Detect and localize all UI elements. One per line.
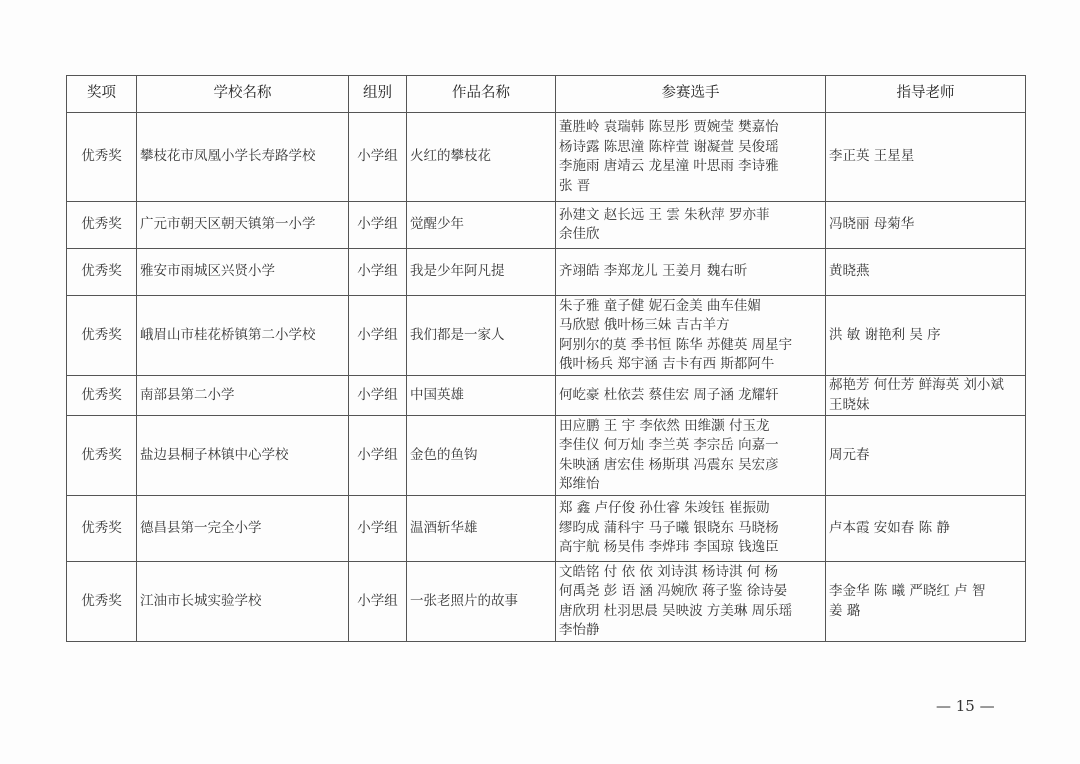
teachers-cell: [826, 113, 1026, 202]
table-row: [67, 416, 1026, 496]
participants-cell: [556, 496, 826, 562]
teacher-line: 李金华 陈 曦 严晓红 卢 智: [829, 583, 986, 599]
header-participants: 参赛选手: [556, 76, 826, 113]
participant-line: 齐翊皓 李郑龙儿 王姜月 魏右昕: [559, 263, 748, 280]
participant-line: 朱映涵 唐宏佳 杨斯琪 冯震东 吴宏彦: [559, 456, 779, 473]
teacher-line: 洪 敏 谢艳利 吴 序: [829, 326, 941, 343]
awards-table: [66, 75, 1026, 642]
participant-line: 董胜岭 袁瑞韩 陈昱彤 贾婉莹 樊嘉怡: [559, 119, 779, 135]
participant-line: 田应鹏 王 宇 李依然 田维灏 付玉龙: [559, 417, 770, 434]
header-row: [67, 76, 1026, 113]
school-cell: 盐边县桐子林镇中心学校: [137, 416, 349, 496]
header-group: 组别: [349, 76, 407, 113]
page-number: — 15 —: [936, 697, 995, 715]
school-cell: 峨眉山市桂花桥镇第二小学校: [137, 296, 349, 376]
participants-cell: [556, 296, 826, 376]
work-cell: 我们都是一家人: [407, 296, 556, 376]
teacher-line: 卢本霞 安如春 陈 静: [829, 519, 950, 536]
school-cell: 南部县第二小学: [137, 376, 349, 416]
teachers-cell: [826, 562, 1026, 642]
participant-line: 余佳欣: [559, 226, 600, 242]
participants-cell: [556, 376, 826, 416]
teacher-line: 李正英 王星星: [829, 148, 915, 165]
participants-cell: [556, 202, 826, 249]
participants-cell: [556, 562, 826, 642]
group-cell: 小学组: [349, 416, 407, 496]
award-cell: 优秀奖: [67, 496, 137, 562]
teacher-line: 姜 璐: [829, 602, 861, 619]
award-cell: 优秀奖: [67, 376, 137, 416]
table-row: [67, 496, 1026, 562]
teacher-line: 周元春: [829, 446, 870, 463]
participant-line: 马欣慰 俄叶杨三妹 吉古羊方: [559, 317, 730, 333]
teachers-cell: [826, 249, 1026, 296]
participant-line: 郑维怡: [559, 476, 600, 492]
work-cell: 火红的攀枝花: [407, 113, 556, 202]
group-cell: 小学组: [349, 562, 407, 642]
work-cell: 我是少年阿凡提: [407, 249, 556, 296]
table-row: [67, 113, 1026, 202]
group-cell: 小学组: [349, 202, 407, 249]
participant-line: 朱子雅 童子健 妮石金美 曲车佳媚: [559, 297, 761, 314]
work-cell: 金色的鱼钩: [407, 416, 556, 496]
teachers-cell: [826, 416, 1026, 496]
participant-line: 何禹尧 彭 语 涵 冯婉欣 蒋子鉴 徐诗晏: [559, 583, 788, 599]
work-cell: 觉醒少年: [407, 202, 556, 249]
group-cell: 小学组: [349, 113, 407, 202]
teacher-line: 郝艳芳 何仕芳 鲜海英 刘小斌: [829, 377, 1004, 393]
participant-line: 阿别尔的莫 季书恒 陈华 苏健英 周星宇: [559, 336, 793, 353]
teachers-cell: [826, 376, 1026, 416]
award-cell: 优秀奖: [67, 202, 137, 249]
award-cell: 优秀奖: [67, 249, 137, 296]
award-cell: 优秀奖: [67, 296, 137, 376]
header-award: 奖项: [67, 76, 137, 113]
participant-line: 俄叶杨兵 郑宇涵 吉卡有西 斯都阿牛: [559, 356, 775, 372]
participants-cell: [556, 416, 826, 496]
group-cell: 小学组: [349, 249, 407, 296]
header-school: 学校名称: [137, 76, 349, 113]
participant-line: 杨诗露 陈思潼 陈梓萱 谢凝萱 吴俊瑶: [559, 138, 779, 155]
participant-line: 孙建文 赵长远 王 雲 朱秋萍 罗亦菲: [559, 206, 770, 223]
participant-line: 李佳仪 何万灿 李兰英 李宗岳 向嘉一: [559, 437, 779, 453]
participants-cell: [556, 249, 826, 296]
school-cell: 江油市长城实验学校: [137, 562, 349, 642]
group-cell: 小学组: [349, 296, 407, 376]
group-cell: 小学组: [349, 376, 407, 416]
teacher-line: 黄晓燕: [829, 263, 870, 280]
work-cell: 中国英雄: [407, 376, 556, 416]
participant-line: 郑 鑫 卢仔俊 孙仕睿 朱竣钰 崔振勋: [559, 500, 770, 517]
group-cell: 小学组: [349, 496, 407, 562]
participant-line: 李怡静: [559, 622, 600, 638]
header-work: 作品名称: [407, 76, 556, 113]
teachers-cell: [826, 496, 1026, 562]
header-teachers: 指导老师: [826, 76, 1026, 113]
teachers-cell: [826, 202, 1026, 249]
teacher-line: 冯晓丽 母菊华: [829, 216, 915, 233]
award-cell: 优秀奖: [67, 113, 137, 202]
table-row: [67, 296, 1026, 376]
participants-cell: [556, 113, 826, 202]
teacher-line: 王晓妹: [829, 396, 870, 413]
school-cell: 雅安市雨城区兴贤小学: [137, 249, 349, 296]
participant-line: 唐欣玥 杜羽思晨 吴映波 方美琳 周乐瑶: [559, 602, 793, 619]
work-cell: 温酒斩华雄: [407, 496, 556, 562]
teachers-cell: [826, 296, 1026, 376]
participant-line: 李施雨 唐靖云 龙星潼 叶思雨 李诗雅: [559, 158, 779, 174]
participant-line: 文皓铭 付 依 依 刘诗淇 杨诗淇 何 杨: [559, 563, 779, 580]
participant-line: 张 晋: [559, 177, 591, 194]
participant-line: 何屹豪 杜依芸 蔡佳宏 周子涵 龙耀轩: [559, 386, 779, 403]
table-row: [67, 202, 1026, 249]
participant-line: 缪昀成 蒲科宇 马子曦 银晓东 马晓杨: [559, 519, 779, 536]
school-cell: 攀枝花市凤凰小学长寿路学校: [137, 113, 349, 202]
award-cell: 优秀奖: [67, 562, 137, 642]
table-row: [67, 376, 1026, 416]
table-row: [67, 562, 1026, 642]
award-cell: 优秀奖: [67, 416, 137, 496]
work-cell: 一张老照片的故事: [407, 562, 556, 642]
school-cell: 广元市朝天区朝天镇第一小学: [137, 202, 349, 249]
school-cell: 德昌县第一完全小学: [137, 496, 349, 562]
participant-line: 高宇航 杨昊伟 李烨玮 李国琼 钱逸臣: [559, 539, 779, 556]
table-row: [67, 249, 1026, 296]
